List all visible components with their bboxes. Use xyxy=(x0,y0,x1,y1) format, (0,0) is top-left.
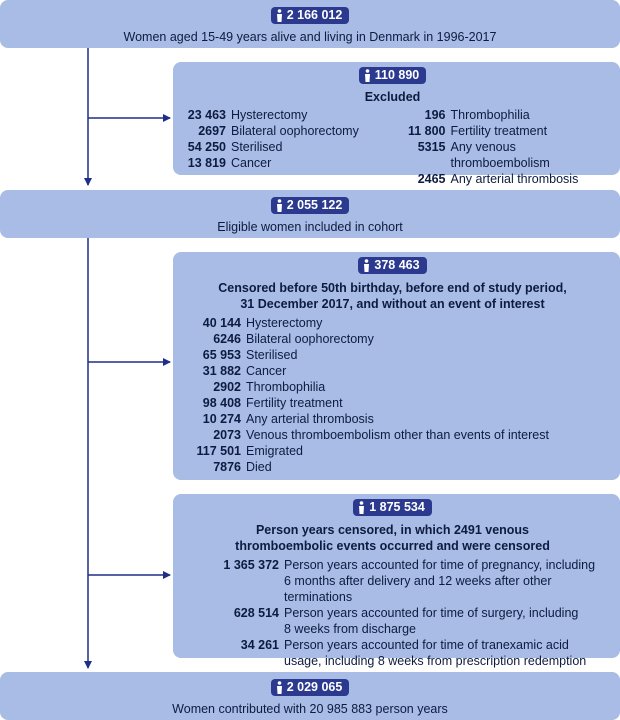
list-item: 117 501 Emigrated xyxy=(196,444,303,458)
eligible-box xyxy=(0,190,620,238)
censored-title xyxy=(173,280,612,312)
list-item: 54 250 Sterilised xyxy=(187,140,283,154)
censored-title-line1: Censored before 50th birthday, before end of study period, xyxy=(218,281,567,295)
person-icon xyxy=(363,259,370,272)
list-item: 34 261 Person years accounted for time of tranexamic acid usage, including 8 weeks from prescription redemption xyxy=(240,638,587,668)
list-item: 2902 Thrombophilia xyxy=(213,380,326,394)
excluded-right-list xyxy=(393,107,613,187)
list-item: 13 819 Cancer xyxy=(187,156,272,170)
excluded-box xyxy=(173,62,620,186)
list-item: 1 365 372 Person years accounted for time of pregnancy, including 6 months after delivery and 12 weeks after other terminations xyxy=(223,558,596,604)
list-item: 98 408 Fertility treatment xyxy=(202,396,343,410)
list-item: 2073 Venous thromboembolism other than events of interest xyxy=(213,428,549,442)
person-years-count: 1 875 534 xyxy=(369,500,425,514)
person-icon xyxy=(276,199,283,212)
censored-title-line2: 31 December 2017, and without an event of interest xyxy=(240,297,545,311)
final-box xyxy=(0,672,620,720)
list-item: 628 514 Person years accounted for time of surgery, including 8 weeks from discharge xyxy=(233,606,579,636)
list-item: 11 800 Fertility treatment xyxy=(407,124,548,138)
censored-list xyxy=(173,315,612,475)
final-count-badge xyxy=(271,679,350,696)
population-caption: Women aged 15-49 years alive and living in Denmark in 1996-2017 xyxy=(123,30,497,44)
eligible-count: 2 055 122 xyxy=(286,198,343,212)
population-count-badge xyxy=(271,7,350,24)
excluded-count: 110 890 xyxy=(374,68,420,82)
list-item: 2465 Any arterial thrombosis xyxy=(417,172,579,186)
list-item: 5315 Any venous thromboembolism xyxy=(417,140,550,170)
population-count: 2 166 012 xyxy=(286,8,343,22)
person-years-title-line1: Person years censored, in which 2491 venous xyxy=(255,523,530,537)
censored-count: 378 463 xyxy=(374,258,420,272)
person-years-box xyxy=(173,494,620,668)
list-item: 65 953 Sterilised xyxy=(202,348,298,362)
person-years-list xyxy=(173,557,612,669)
list-item: 31 882 Cancer xyxy=(202,364,287,378)
list-item: 2697 Bilateral oophorectomy xyxy=(198,124,359,138)
person-icon xyxy=(276,9,283,22)
excluded-count-badge xyxy=(359,67,427,84)
list-item: 6246 Bilateral oophorectomy xyxy=(213,332,374,346)
person-years-title xyxy=(173,522,612,554)
list-item: 7876 Died xyxy=(213,460,272,474)
excluded-left-list xyxy=(173,107,393,187)
censored-box xyxy=(173,252,620,480)
eligible-count-badge xyxy=(271,197,350,214)
final-count: 2 029 065 xyxy=(286,680,343,694)
person-years-count-badge xyxy=(353,499,432,516)
person-icon xyxy=(276,681,283,694)
final-caption: Women contributed with 20 985 883 person years xyxy=(172,702,448,716)
list-item: 40 144 Hysterectomy xyxy=(202,316,323,330)
excluded-title: Excluded xyxy=(364,90,421,104)
list-item: 23 463 Hysterectomy xyxy=(187,108,308,122)
list-item: 10 274 Any arterial thrombosis xyxy=(202,412,374,426)
eligible-caption: Eligible women included in cohort xyxy=(217,220,403,234)
population-box xyxy=(0,0,620,48)
person-years-title-line2: thromboembolic events occurred and were censored xyxy=(235,539,550,553)
censored-count-badge xyxy=(358,257,426,274)
list-item: 196 Thrombophilia xyxy=(424,108,530,122)
person-icon xyxy=(364,69,371,82)
person-icon xyxy=(358,501,365,514)
